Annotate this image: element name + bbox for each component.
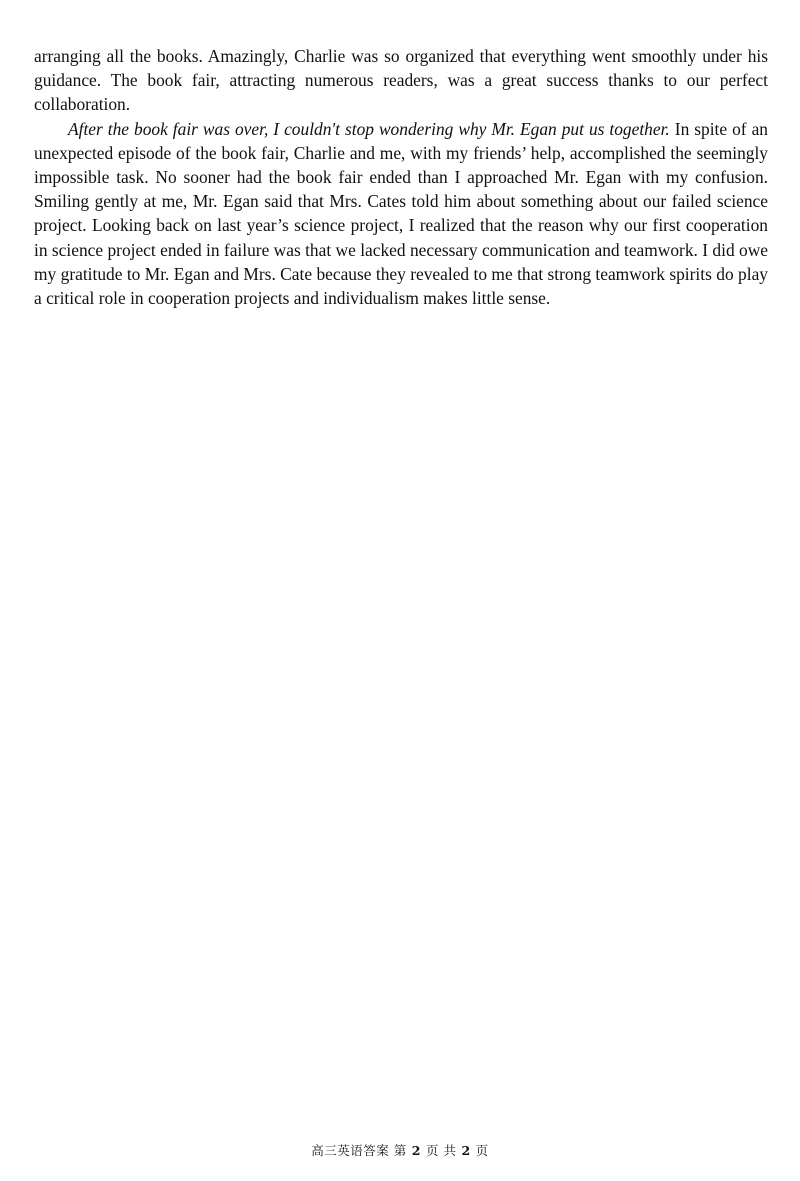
paragraph-italic-lead: After the book fair was over, I couldn't stop wondering why Mr. Egan put us together. [68, 118, 670, 139]
footer-total-pages: 2 [461, 1143, 471, 1158]
page-footer [0, 1143, 800, 1159]
paragraph-reflection [34, 117, 768, 311]
answer-text-body [34, 44, 768, 310]
footer-prefix: 高三英语答案 第 [311, 1143, 407, 1158]
footer-suffix: 页 [475, 1143, 489, 1158]
footer-middle: 页 共 [425, 1143, 457, 1158]
paragraph-continuation: arranging all the books. Amazingly, Charlie was so organized that everything went smoothly under his guidance. The book fair, attracting numerous readers, was a great success thanks to our perfect collaboration. [34, 46, 768, 115]
footer-page-number: 2 [411, 1143, 421, 1158]
paragraph-body-text: In spite of an unexpected episode of the book fair, Charlie and me, with my friends’ help, accomplished the seemingly impossible task. No sooner had the book fair ended than I approached Mr. Egan with my confusion. Smiling gently at me, Mr. Egan said that Mrs. Cates told him about something about our failed science project. Looking back on last year’s science project, I realized that the reason why our first cooperation in science project ended in failure was that we lacked necessary communication and teamwork. I did owe my gratitude to Mr. Egan and Mrs. Cate because they revealed to me that strong teamwork spirits do play a critical role in cooperation projects and individualism makes little sense. [34, 118, 768, 309]
